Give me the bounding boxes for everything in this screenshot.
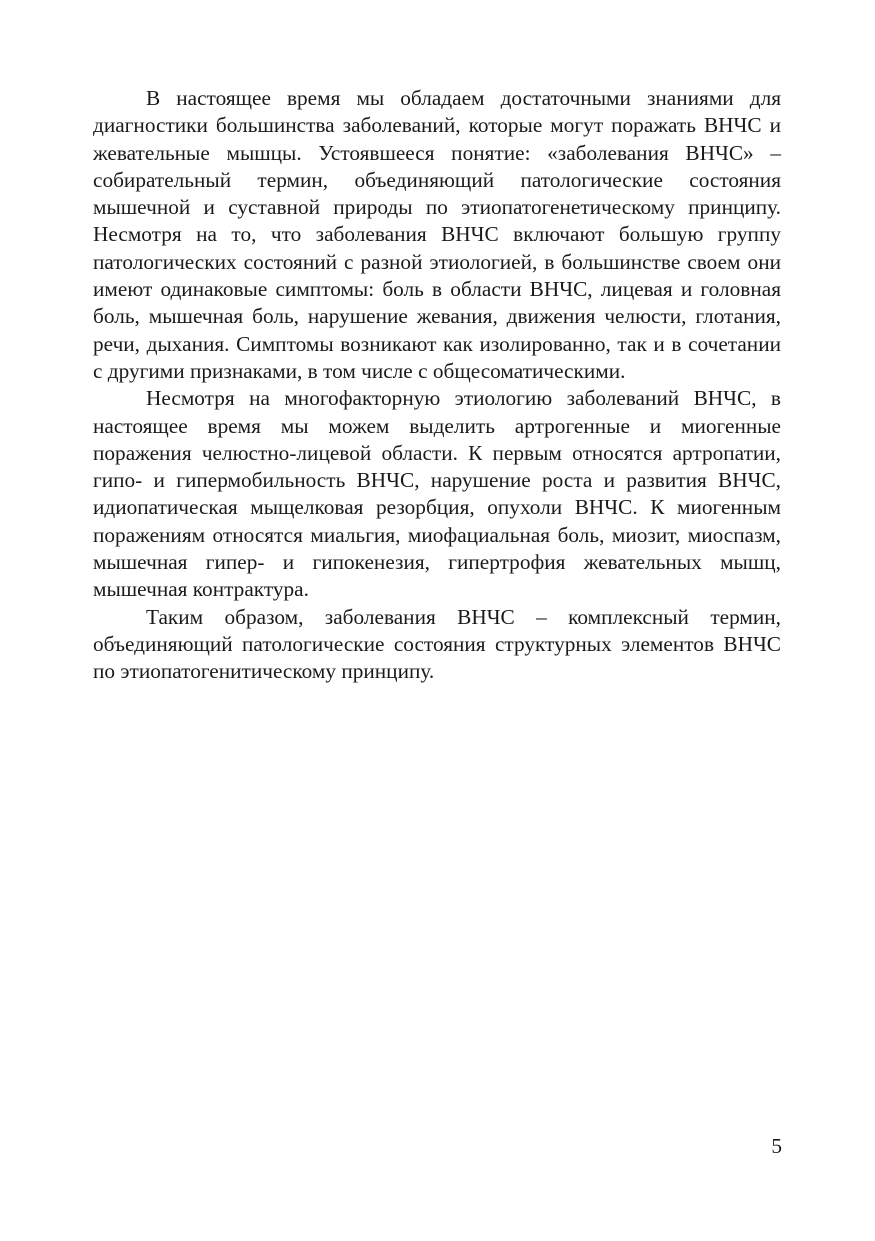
paragraph-3: Таким образом, заболевания ВНЧС – комплексный термин, объединяющий патологические состояния структурных элементов ВНЧС по этиопатогенитическому принципу.	[93, 604, 781, 684]
paragraph-2: Несмотря на многофакторную этиологию заболеваний ВНЧС, в настоящее время мы можем выделить артрогенные и миогенные поражения челюстно-лицевой области. К первым относятся артропатии, гипо- и гипермобильность ВНЧС, нарушение роста и развития ВНЧС, идиопатическая мыщелковая резорбция, опухоли ВНЧС. К миогенным поражениям относятся миальгия, миофациальная боль, миозит, миоспазм, мышечная гипер- и гипокенезия, гипертрофия жевательных мышц, мышечная контрактура.	[93, 386, 781, 602]
body-text	[93, 85, 781, 686]
paragraph-1: В настоящее время мы обладаем достаточными знаниями для диагностики большинства заболеваний, которые могут поражать ВНЧС и жевательные мышцы. Устоявшееся понятие: «заболевания ВНЧС» – собирательный термин, объединяющий патологические состояния мышечной и суставной природы по этиопатогенетическому принципу. Несмотря на то, что заболевания ВНЧС включают большую группу патологических состояний с разной этиологией, в большинстве своем они имеют одинаковые симптомы: боль в области ВНЧС, лицевая и головная боль, мышечная боль, нарушение жевания, движения челюсти, глотания, речи, дыхания. Симптомы возникают как изолированно, так и в сочетании с другими признаками, в том числе с общесоматическими.	[93, 86, 781, 383]
page-number: 5	[771, 1134, 782, 1158]
